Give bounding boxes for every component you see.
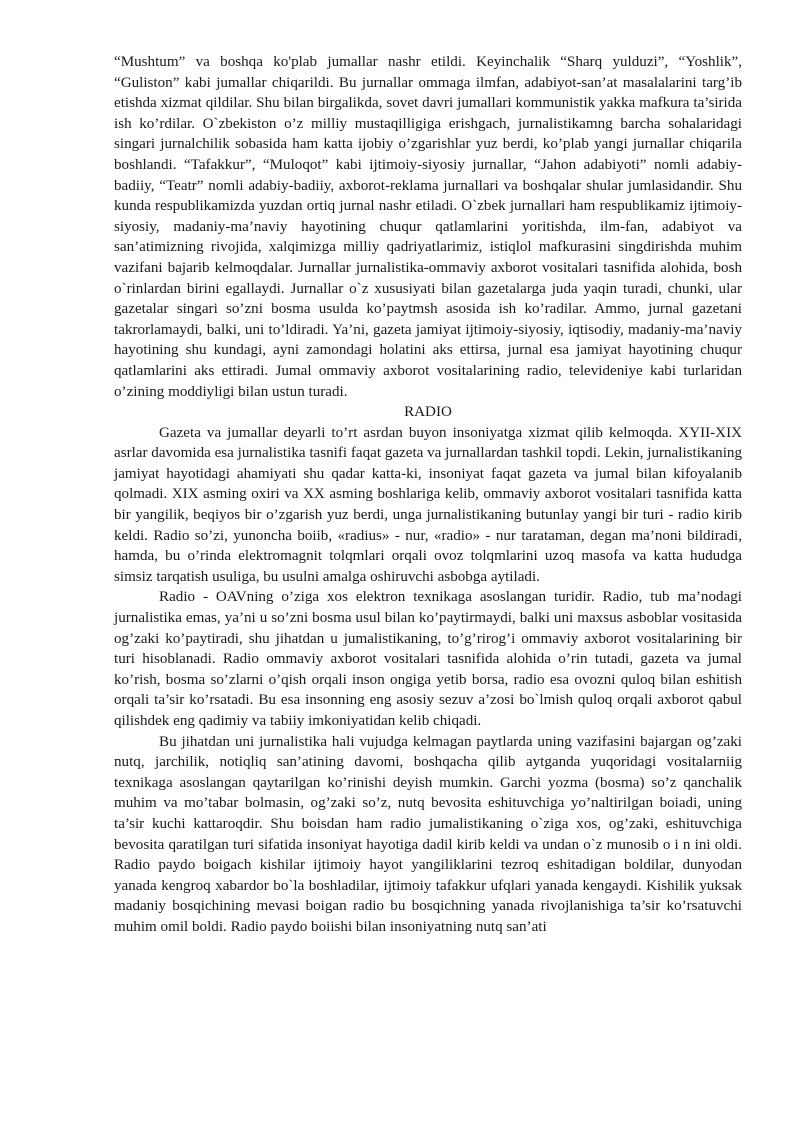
- paragraph-radio-history: Gazeta va jumallar deyarli to’rt asrdan buyon insoniyatga xizmat qilib kelmoqda. XYII-XIX asrlar davomida esa jurnalistika tasnifi faqat gazeta va jurnallardan tashkil topdi. Lekin, jurnalistikaning jamiyat hayotidagi ahamiyati shu qadar katta-ki, insoniyat faqat gazeta va jumal bilan kifoyalanib qolmadi. XIX asming oxiri va XX asming boshlariga kelib, ommaviy axborot vositalari tasnifida katta bir yangilik, beqiyos bir o’zgarish yuz berdi, unga jurnalistikaning butunlay yangi bir turi - radio kirib keldi. Radio so’zi, yunoncha boiib, «radius» - nur, «radio» - nur tarataman, degan ma’noni bildiradi, hamda, bu o’rinda elektromagnit tolqmlari orqali ovoz tolqmlarini uzoq masofa va katta hududga simsiz tarqatish usuliga, bu usulni amalga oshiruvchi asbobga aytiladi.: [114, 424, 742, 585]
- document-page: [114, 52, 742, 938]
- paragraph-radio-oral-speech: Bu jihatdan uni jurnalistika hali vujudga kelmagan paytlarda uning vazifasini bajargan og’zaki nutq, jarchilik, notiqliq san’atining davomi, boshqacha qilib aytganda yuqoridagi vositalarniig texnikaga asoslangan qaytarilgan ko’rinishi deyish mumkin. Garchi yozma (bosma) so’z qanchalik muhim va mo’tabar bolmasin, og’zaki so’z, nutq bevosita eshituvchiga yo’naltirilgan boiadi, uning ta’sir kuchi kattaroqdir. Shu boisdan ham radio jumalistikaning o`ziga xos, og’zaki, eshituvchiga bevosita qaratilgan turi sifatida insoniyat hayotiga dadil kirib keldi va undan o`z munosib o i n ini oldi. Radio paydo boigach kishilar ijtimoiy hayot yangiliklarini tezroq eshitadigan boldilar, dunyodan yanada kengroq xabardor bo`la boshladilar, ijtimoiy tafakkur ufqlari yanada kengaydi. Kishilik yuksak madaniy bosqichining mevasi boigan radio bu bosqichning yanada rivojlanishiga ta’sir ko’rsatuvchi muhim omil boldi. Radio paydo boiishi bilan insoniyatning nutq san’ati: [114, 733, 742, 935]
- section-heading-radio: RADIO: [404, 404, 452, 421]
- paragraph-radio-definition: Radio - OAVning o’ziga xos elektron texnikaga asoslangan turidir. Radio, tub ma’nodagi jurnalistika emas, ya’ni u so’zni bosma usul bilan ko’paytirmaydi, balki uni maxsus asboblar vositasida og’zaki ko’paytiradi, shu jihatdan u jumalistikaning, to’g’rirog’i ommaviy axborot vositalarining bir turi hisoblanadi. Radio ommaviy axborot vositalari tasnifida alohida o’rin tutadi, gazeta va jumal ko’rish, bosma so’zlarni o’qish orqali inson ongiga yetib borsa, radio esa ovozni quloq bilan eshitish orqali ta’sir ko’rsatadi. Bu esa insonning eng asosiy sezuv a’zosi bo`lmish quloq orqali axborot qabul qilishdek eng qadimiy va tabiiy imkoniyatidan kelib chiqadi.: [114, 589, 742, 729]
- paragraph-journals: “Mushtum” va boshqa ko'plab jumallar nashr etildi. Keyinchalik “Sharq yulduzi”, “Yoshlik”, “Guliston” kabi jumallar chiqarildi. Bu jurnallar ommaga ilmfan, adabiyot-san’at masalalarini targ’ib etishda xizmat qildilar. Shu bilan birgalikda, sovet davri jumallari kommunistik yakka mafkura ta’sirida ish ko’rdilar. O`zbekiston o’z milliy mustaqilligiga erishgach, jurnalistikamng barcha sohalaridagi singari jurnalchilik sobasida ham katta ijobiy o’zgarishlar yuz berdi, ko’plab yangi jurnallar chiqarila boshlandi. “Tafakkur”, “Muloqot” kabi ijtimoiy-siyosiy jurnallar, “Jahon adabiyoti” nomli adabiy-badiiy, “Teatr” nomli adabiy-badiiy, axborot-reklama jurnallari va boshqalar shular jumlasidandir. Shu kunda respublikamizda yuzdan ortiq jurnal nashr etiladi. O`zbek jurnallari ham respublikamiz ijtimoiy-siyosiy, madaniy-ma’naviy hayotining chuqur qatlamlarini yoritishda, ilm-fan, adabiyot va san’atimizning rivojida, xalqimizga milliy qadriyatlarimiz, istiqlol mafkurasini singdirishda muhim vazifani bajarib kelmoqdalar. Jurnallar jurnalistika-ommaviy axborot vositalari tasnifida alohida, bosh o`rinlardan birini egallaydi. Jurnallar o`z xususiyati bilan gazetalarga juda yaqin turadi, chunki, ular gazetalar singari so’zni bosma usulda ko’paytmsh asosida ish ko’radilar. Ammo, jurnal gazetani takrorlamaydi, balki, uni to’ldiradi. Ya’ni, gazeta jamiyat ijtimoiy-siyosiy, iqtisodiy, madaniy-ma’naviy hayotining shu kundagi, ayni zamondagi holatini aks ettirsa, jurnal esa jamiyat hayotining chuqur qatlamlarini aks ettiradi. Jumal ommaviy axborot vositalarining radio, televideniye kabi turlaridan o’zining moddiyligi bilan ustun turadi.: [114, 54, 742, 400]
